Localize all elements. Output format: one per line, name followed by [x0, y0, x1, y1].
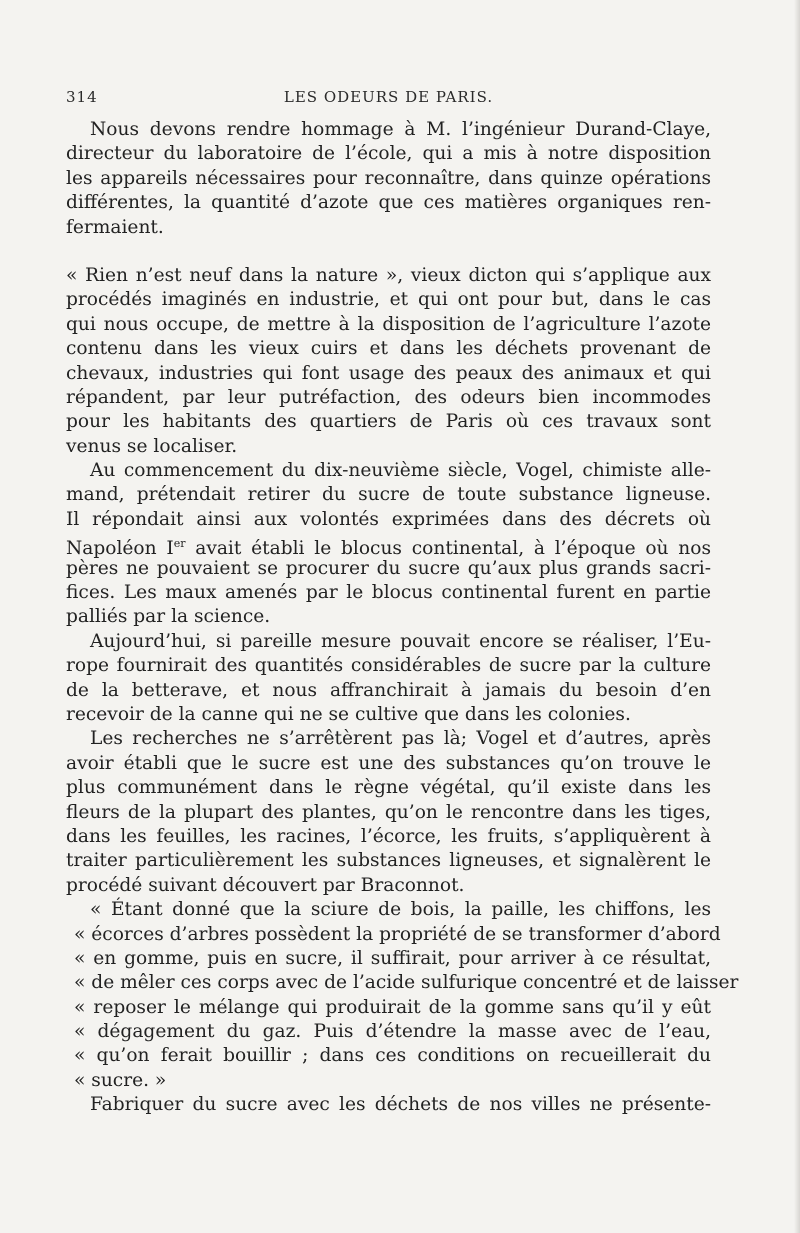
text-line: fleurs de la plupart des plantes, qu’on le rencontre dans les tiges, — [66, 801, 711, 823]
text-line: fermaient. — [66, 216, 164, 238]
text-line: directeur du laboratoire de l’école, qui a mis à notre disposition — [66, 143, 711, 165]
text-line: Fabriquer du sucre avec les déchets de nos villes ne présente- — [90, 1094, 711, 1116]
paragraph — [66, 264, 711, 459]
text-line: fices. Les maux amenés par le blocus continental furent en partie — [66, 582, 711, 604]
page-edge — [794, 0, 800, 1233]
quotation — [66, 898, 739, 1093]
text-line: « dégagement du gaz. Puis d’étendre la masse avec de l’eau, — [74, 1021, 711, 1043]
text-line: pour les habitants des quartiers de Paris où ces travaux sont — [66, 411, 711, 433]
paragraph — [66, 459, 711, 630]
paragraph — [66, 727, 711, 898]
text-line: différentes, la quantité d’azote que ces matières organiques ren- — [66, 192, 711, 214]
text-line: les appareils nécessaires pour reconnaître, dans quinze opérations — [66, 167, 711, 189]
running-title: LES ODEURS DE PARIS. — [283, 88, 494, 106]
text-line: Aujourd’hui, si pareille mesure pouvait encore se réaliser, l’Eu- — [90, 630, 711, 652]
text-line: « écorces d’arbres possèdent la propriété de se transformer d’abord — [74, 923, 721, 945]
text-line: Napoléon Ier avait établi le blocus continental, à l’époque où nos — [66, 537, 712, 560]
text-line: de la betterave, et nous affranchirait à jamais du besoin d’en — [66, 679, 711, 701]
body-text — [66, 118, 739, 1118]
text-line: « Rien n’est neuf dans la nature », vieux dicton qui s’applique aux — [66, 264, 711, 286]
text-line: Les recherches ne s’arrêtèrent pas là; Vogel et d’autres, après — [90, 728, 711, 750]
superscript: er — [173, 537, 186, 551]
paragraph — [66, 630, 711, 728]
text-line: mand, prétendait retirer du sucre de toute substance ligneuse. — [66, 484, 711, 506]
text-line: répandent, par leur putréfaction, des odeurs bien incommodes — [66, 386, 711, 408]
text-line: avoir établi que le sucre est une des substances qu’on trouve le — [66, 752, 711, 774]
text-line: « reposer le mélange qui produirait de la gomme sans qu’il y eût — [74, 996, 711, 1018]
paragraph — [66, 118, 711, 240]
text-line: Au commencement du dix-neuvième siècle, Vogel, chimiste alle- — [90, 460, 711, 482]
text-line: « en gomme, puis en sucre, il suffirait, pour arriver à ce résultat, — [74, 947, 711, 969]
text-line: plus communément dans le règne végétal, qu’il existe dans les — [66, 777, 711, 799]
text-line: contenu dans les vieux cuirs et dans les déchets provenant de — [66, 338, 711, 360]
text-line: chevaux, industries qui font usage des peaux des animaux et qui — [66, 362, 711, 384]
text-line: « de mêler ces corps avec de l’acide sulfurique concentré et de laisser — [74, 972, 739, 994]
text-line: qui nous occupe, de mettre à la disposition de l’agriculture l’azote — [66, 313, 711, 335]
text-line: rope fournirait des quantités considérables de sucre par la culture — [66, 655, 711, 677]
paragraph — [66, 1093, 711, 1117]
text-line: recevoir de la canne qui ne se cultive que dans les colonies. — [66, 703, 631, 725]
text-line: « qu’on ferait bouillir ; dans ces conditions on recueillerait du — [74, 1045, 711, 1067]
text-line: palliés par la science. — [66, 606, 271, 628]
text-line: Nous devons rendre hommage à M. l’ingénieur Durand-Claye, — [90, 119, 711, 140]
page-header — [66, 88, 711, 112]
text-line: procédés imaginés en industrie, et qui ont pour but, dans le cas — [66, 289, 711, 311]
text-line: traiter particulièrement les substances ligneuses, et signalèrent le — [66, 850, 711, 872]
text-line: venus se localiser. — [66, 435, 238, 457]
page-number: 314 — [66, 88, 98, 106]
text-line: « sucre. » — [74, 1069, 167, 1091]
text-line: pères ne pouvaient se procurer du sucre qu’aux plus grands sacri- — [66, 557, 711, 579]
text-line: « Étant donné que la sciure de bois, la paille, les chiffons, les — [90, 899, 711, 921]
text-line: procédé suivant découvert par Braconnot. — [66, 874, 465, 896]
text-line: dans les feuilles, les racines, l’écorce, les fruits, s’appliquèrent à — [66, 825, 711, 847]
text-line: Il répondait ainsi aux volontés exprimées dans des décrets où — [66, 508, 711, 530]
